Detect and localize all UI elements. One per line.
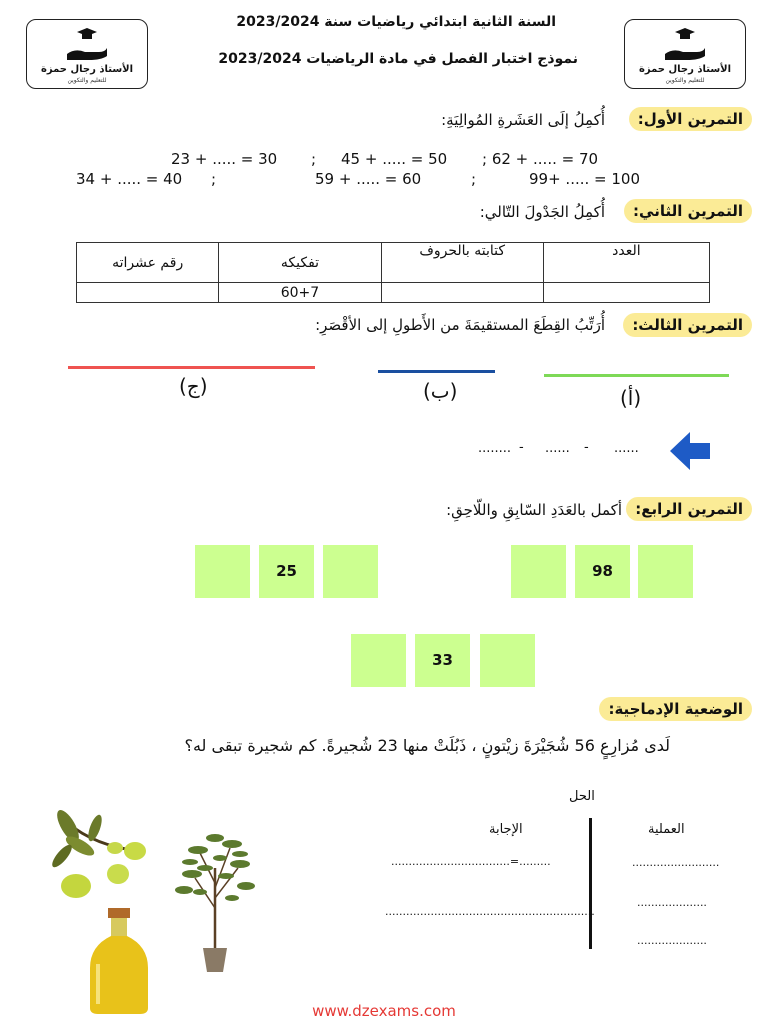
segment-label: (ج) (179, 374, 208, 398)
equation: 59 + ..... = 60 (315, 170, 422, 188)
olive-oil-bottle-icon (86, 908, 152, 1014)
exercise-2-instruction: أُكمِلُ الجَدْولَ التّالي: (479, 203, 605, 221)
header-line-2: نموذج اختبار الفصل في مادة الرياضيات 2023/2024 (218, 51, 578, 67)
number-box: 25 (259, 545, 314, 598)
separator: ; (211, 170, 217, 188)
blank-box[interactable] (351, 634, 406, 687)
segment-alif (544, 374, 729, 377)
table-cell[interactable] (77, 283, 219, 303)
blank-box[interactable] (323, 545, 378, 598)
answer-blank[interactable]: ...... (614, 441, 639, 456)
exercise-1-title: التمرين الأول: (629, 107, 752, 131)
answer-line[interactable]: ..................................=......... (391, 855, 551, 868)
solution-divider (589, 818, 592, 949)
exercise-1-instruction: أُكمِلُ إلَى العَشَرةِ المُوالِيَةِ: (441, 111, 605, 129)
table-cell[interactable] (381, 283, 543, 303)
table-cell[interactable] (543, 283, 709, 303)
answer-dash: - (584, 440, 589, 455)
logo-tagline: للتعليم والتكوين (665, 77, 705, 84)
blank-box[interactable] (511, 545, 566, 598)
answer-blank[interactable]: ........ (478, 441, 512, 456)
equation: 34 + ..... = 40 (76, 170, 183, 188)
olive-branch-icon (40, 806, 150, 902)
answer-blank[interactable]: ...... (545, 441, 570, 456)
number-box: 98 (575, 545, 630, 598)
answer-line[interactable]: ............................................................ (385, 905, 595, 918)
integration-title: الوضعية الإدماجية: (599, 697, 752, 721)
olive-tree-icon (170, 828, 260, 974)
graduation-cap-icon (77, 28, 97, 40)
logo-right (624, 19, 746, 89)
arrow-left-icon (670, 432, 712, 470)
integration-problem: لَدى مُزارِعٍ 56 شُجَيْرَةَ زيْتونٍ ، ذَبُلَتْ منها 23 شُجيرةً. كم شجيرة تبقى له؟ (184, 736, 670, 755)
segment-label: (ب) (423, 379, 458, 403)
segment-ba (378, 370, 495, 373)
header-line-1: السنة الثانية ابتدائي رياضيات سنة 2023/2024 (236, 14, 556, 30)
solution-label: الحل (569, 789, 595, 804)
logo-name: الأستاذ رجال حمزة (40, 64, 134, 75)
equation: 23 + ..... = 30 (171, 150, 278, 168)
operation-line[interactable]: ......................... (632, 856, 720, 869)
equation: 99+ ..... = 100 (529, 170, 640, 188)
operation-line[interactable]: .................... (637, 896, 707, 909)
footer-url[interactable]: www.dzexams.com (312, 1002, 456, 1020)
exercise-3-instruction: أُرَتِّبُ القِطَعَ المستقيمَةَ من الأَطولِ إلى الأقْصَرِ: (315, 316, 605, 334)
exercise-2-title: التمرين الثاني: (624, 199, 752, 223)
exercise-4-title: التمرين الرابع: (626, 497, 752, 521)
table-header: كتابته بالحروف (381, 243, 543, 283)
graduation-cap-icon (675, 28, 695, 40)
table-cell: 60+7 (219, 283, 381, 303)
blank-box[interactable] (638, 545, 693, 598)
segment-jim (68, 366, 315, 369)
logo-tagline: للتعليم والتكوين (67, 77, 107, 84)
hand-icon (65, 42, 109, 62)
exercise-4-instruction: أكمل بالعَدَدِ السّابِقِ واللّاحِقِ: (446, 501, 622, 519)
blank-box[interactable] (195, 545, 250, 598)
table-header: تفكيكه (219, 243, 381, 283)
table-header: العدد (543, 243, 709, 283)
separator: ; (471, 170, 477, 188)
exercise-2-table (76, 242, 710, 303)
operation-label: العملية (648, 822, 685, 837)
logo-name: الأستاذ رجال حمزة (638, 64, 732, 75)
answer-label: الإجابة (489, 822, 523, 837)
equation: 45 + ..... = 50 (341, 150, 448, 168)
exercise-3-title: التمرين الثالث: (623, 313, 752, 337)
table-header: رقم عشراته (77, 243, 219, 283)
number-box: 33 (415, 634, 470, 687)
segment-label: (أ) (620, 386, 642, 410)
logo-left (26, 19, 148, 89)
answer-dash: - (519, 440, 524, 455)
hand-icon (663, 42, 707, 62)
blank-box[interactable] (480, 634, 535, 687)
separator: ; (311, 150, 317, 168)
equation: ; 62 + ..... = 70 (482, 150, 599, 168)
operation-line[interactable]: .................... (637, 934, 707, 947)
